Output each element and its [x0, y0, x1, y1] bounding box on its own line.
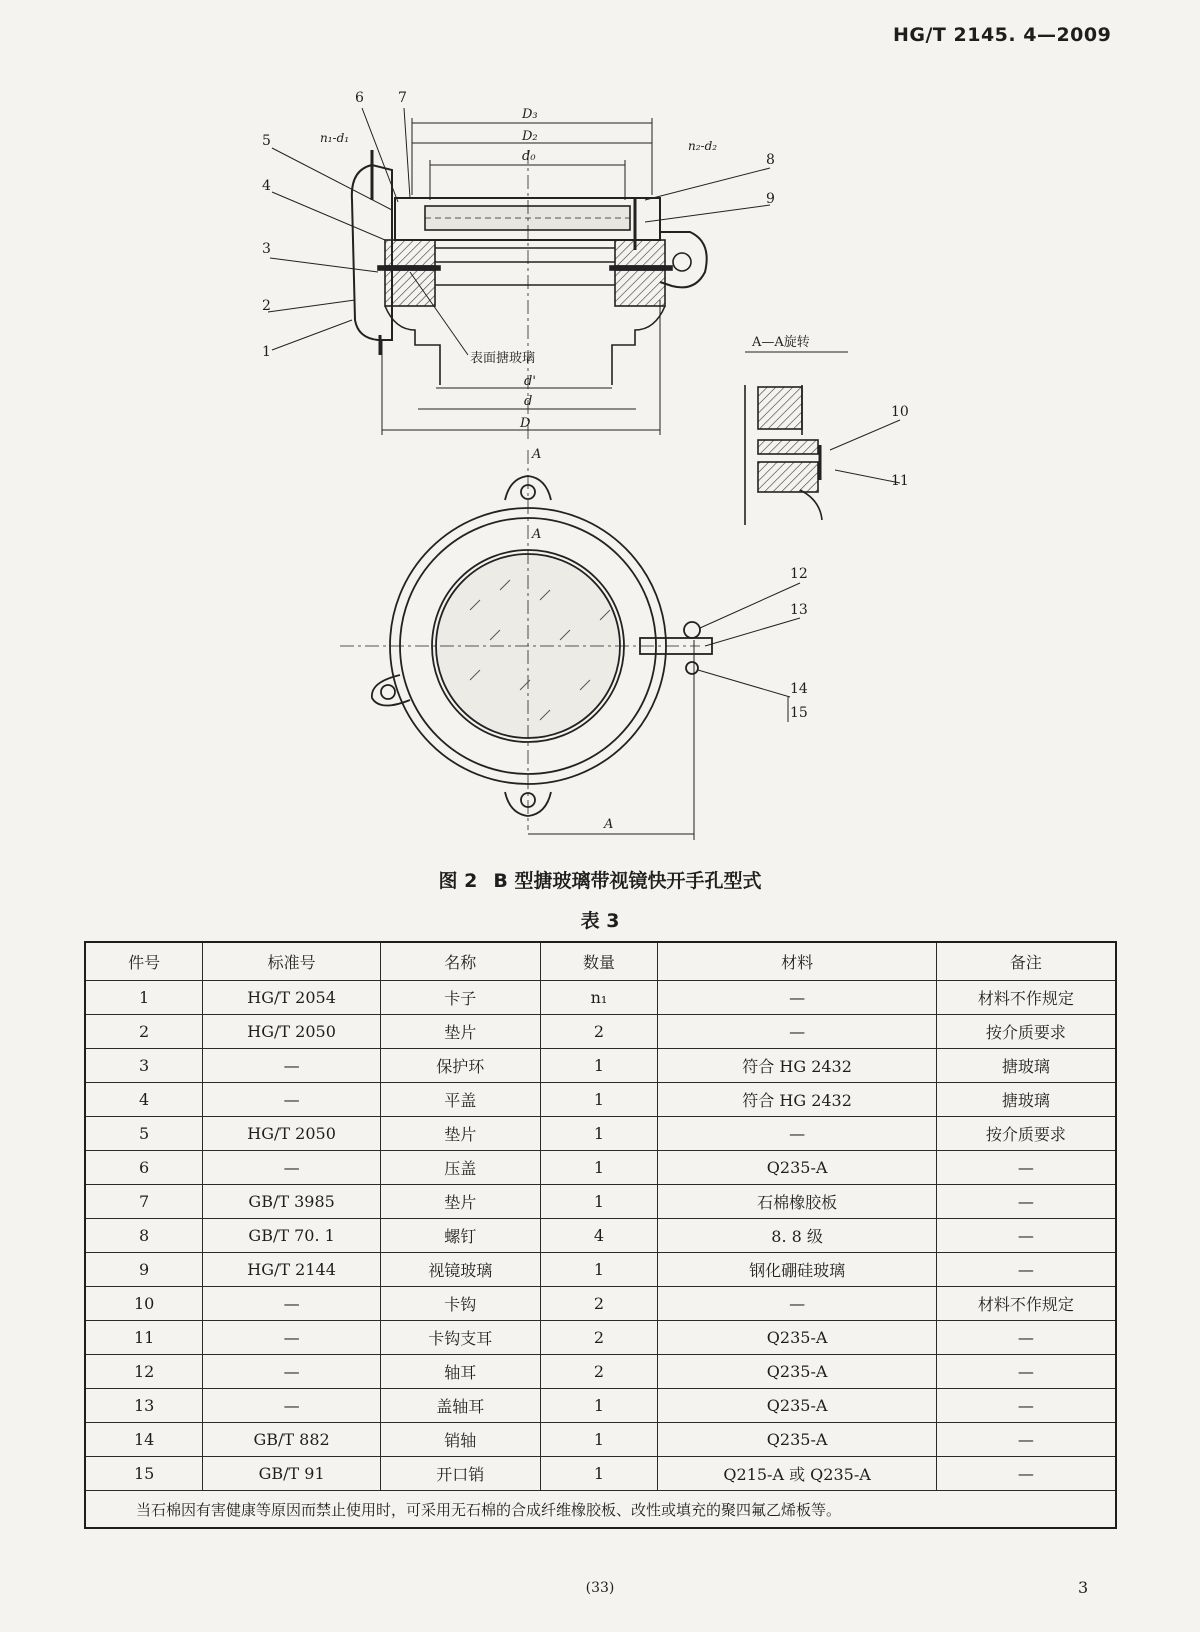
svg-text:9: 9: [766, 191, 775, 207]
svg-text:13: 13: [790, 602, 808, 618]
table-cell: —: [936, 1389, 1116, 1423]
table-cell: 13: [85, 1389, 203, 1423]
parts-table: [84, 941, 1117, 1529]
column-header: 备注: [936, 942, 1116, 981]
table-cell: 3: [85, 1049, 203, 1083]
svg-text:A: A: [604, 817, 614, 832]
table-cell: —: [203, 1389, 381, 1423]
svg-text:D₂: D₂: [522, 129, 538, 144]
svg-text:D₃: D₃: [522, 107, 538, 122]
standard-code: HG/T 2145. 4—2009: [893, 24, 1112, 46]
column-header: 件号: [85, 942, 203, 981]
table-cell: 卡钩支耳: [380, 1321, 540, 1355]
table-cell: Q235-A: [658, 1355, 936, 1389]
table-cell: 轴耳: [380, 1355, 540, 1389]
table-cell: 1: [540, 1083, 658, 1117]
table-cell: 符合 HG 2432: [658, 1083, 936, 1117]
table-cell: 15: [85, 1457, 203, 1491]
table-note: 当石棉因有害健康等原因而禁止使用时，可采用无石棉的合成纤维橡胶板、改性或填充的聚四氟乙烯板等。: [85, 1491, 1116, 1529]
svg-text:d': d': [524, 374, 536, 389]
table-row: [85, 1151, 1116, 1185]
table-cell: —: [203, 1049, 381, 1083]
table-cell: 压盖: [380, 1151, 540, 1185]
table-cell: 10: [85, 1287, 203, 1321]
svg-text:D: D: [520, 416, 531, 431]
table-cell: 1: [85, 981, 203, 1015]
table-body: [85, 981, 1116, 1491]
svg-text:7: 7: [398, 90, 407, 106]
table-cell: 卡子: [380, 981, 540, 1015]
table-cell: 符合 HG 2432: [658, 1049, 936, 1083]
table-row: [85, 1049, 1116, 1083]
table-cell: —: [936, 1185, 1116, 1219]
table-cell: 销轴: [380, 1423, 540, 1457]
table-cell: Q235-A: [658, 1321, 936, 1355]
section-a-a: [745, 352, 900, 525]
column-header: 数量: [540, 942, 658, 981]
table-cell: —: [936, 1423, 1116, 1457]
table-cell: 保护环: [380, 1049, 540, 1083]
svg-text:6: 6: [355, 90, 364, 106]
table-row: [85, 1253, 1116, 1287]
table-title: 表 3: [580, 910, 620, 932]
table-cell: 1: [540, 1185, 658, 1219]
svg-text:1: 1: [262, 344, 271, 360]
table-cell: 按介质要求: [936, 1015, 1116, 1049]
table-cell: 垫片: [380, 1185, 540, 1219]
table-cell: GB/T 91: [203, 1457, 381, 1491]
svg-text:11: 11: [891, 473, 909, 489]
table-cell: 盖轴耳: [380, 1389, 540, 1423]
table-cell: —: [936, 1355, 1116, 1389]
svg-text:10: 10: [891, 404, 909, 420]
table-cell: —: [203, 1287, 381, 1321]
svg-text:d: d: [524, 394, 533, 409]
svg-text:15: 15: [790, 705, 808, 721]
svg-text:n₁-d₁: n₁-d₁: [320, 131, 350, 145]
page-number-right: 3: [1078, 1578, 1089, 1597]
svg-text:A—A旋转: A—A旋转: [752, 335, 810, 350]
svg-text:表面搪玻璃: 表面搪玻璃: [470, 351, 536, 366]
table-cell: HG/T 2144: [203, 1253, 381, 1287]
table-cell: 搪玻璃: [936, 1049, 1116, 1083]
table-cell: 12: [85, 1355, 203, 1389]
table-cell: 材料不作规定: [936, 1287, 1116, 1321]
figure-number: 图 2: [438, 870, 478, 892]
table-row: [85, 1457, 1116, 1491]
table-cell: —: [936, 1151, 1116, 1185]
table-cell: 1: [540, 1117, 658, 1151]
table-cell: 2: [540, 1015, 658, 1049]
table-row: [85, 1015, 1116, 1049]
table-cell: —: [203, 1151, 381, 1185]
table-row: [85, 1321, 1116, 1355]
table-cell: HG/T 2050: [203, 1117, 381, 1151]
table-row: [85, 1083, 1116, 1117]
table-cell: 1: [540, 1389, 658, 1423]
table-cell: 平盖: [380, 1083, 540, 1117]
svg-text:A: A: [532, 527, 542, 542]
table-cell: 8: [85, 1219, 203, 1253]
table-cell: 垫片: [380, 1117, 540, 1151]
table-row: [85, 981, 1116, 1015]
table-cell: 2: [85, 1015, 203, 1049]
table-cell: 1: [540, 1151, 658, 1185]
table-row: [85, 1185, 1116, 1219]
table-cell: Q235-A: [658, 1389, 936, 1423]
svg-text:5: 5: [262, 133, 271, 149]
svg-text:A: A: [532, 447, 542, 462]
plan-view: [340, 450, 800, 840]
table-cell: —: [658, 1287, 936, 1321]
table-cell: Q235-A: [658, 1151, 936, 1185]
table-cell: n₁: [540, 981, 658, 1015]
table-cell: 8. 8 级: [658, 1219, 936, 1253]
table-cell: —: [203, 1321, 381, 1355]
table-cell: 14: [85, 1423, 203, 1457]
svg-text:n₂-d₂: n₂-d₂: [688, 139, 718, 153]
svg-text:8: 8: [766, 152, 775, 168]
section-labels: [262, 90, 775, 431]
table-cell: 石棉橡胶板: [658, 1185, 936, 1219]
table-row: [85, 1287, 1116, 1321]
table-cell: —: [203, 1083, 381, 1117]
svg-text:12: 12: [790, 566, 808, 582]
table-cell: —: [936, 1253, 1116, 1287]
table-cell: —: [936, 1219, 1116, 1253]
table-cell: 2: [540, 1287, 658, 1321]
column-header: 名称: [380, 942, 540, 981]
table-row: [85, 1117, 1116, 1151]
table-cell: —: [658, 1117, 936, 1151]
table-cell: 1: [540, 1423, 658, 1457]
table-cell: 2: [540, 1355, 658, 1389]
figure-title: B 型搪玻璃带视镜快开手孔型式: [493, 870, 762, 892]
table-cell: 4: [540, 1219, 658, 1253]
table-cell: 搪玻璃: [936, 1083, 1116, 1117]
table-cell: HG/T 2054: [203, 981, 381, 1015]
table-cell: 钢化硼硅玻璃: [658, 1253, 936, 1287]
table-cell: —: [658, 1015, 936, 1049]
table-cell: 1: [540, 1457, 658, 1491]
table-cell: 垫片: [380, 1015, 540, 1049]
table-cell: 卡钩: [380, 1287, 540, 1321]
svg-text:14: 14: [790, 681, 808, 697]
table-cell: 螺钉: [380, 1219, 540, 1253]
svg-text:3: 3: [262, 241, 271, 257]
table-cell: 6: [85, 1151, 203, 1185]
svg-text:2: 2: [262, 298, 271, 314]
table-row: [85, 1355, 1116, 1389]
table-cell: 1: [540, 1049, 658, 1083]
table-cell: 4: [85, 1083, 203, 1117]
table-cell: Q215-A 或 Q235-A: [658, 1457, 936, 1491]
table-cell: 开口销: [380, 1457, 540, 1491]
svg-text:4: 4: [262, 178, 271, 194]
table-cell: 1: [540, 1253, 658, 1287]
section-view: [268, 108, 770, 440]
table-note-row: [85, 1491, 1116, 1529]
table-row: [85, 1423, 1116, 1457]
table-cell: 5: [85, 1117, 203, 1151]
table-cell: 7: [85, 1185, 203, 1219]
table-cell: 2: [540, 1321, 658, 1355]
table-cell: GB/T 3985: [203, 1185, 381, 1219]
table-header-row: [85, 942, 1116, 981]
column-header: 材料: [658, 942, 936, 981]
table-cell: 11: [85, 1321, 203, 1355]
column-header: 标准号: [203, 942, 381, 981]
table-cell: 按介质要求: [936, 1117, 1116, 1151]
table-cell: 9: [85, 1253, 203, 1287]
table-cell: —: [936, 1457, 1116, 1491]
table-cell: HG/T 2050: [203, 1015, 381, 1049]
table-cell: Q235-A: [658, 1423, 936, 1457]
table-cell: GB/T 882: [203, 1423, 381, 1457]
table-cell: —: [203, 1355, 381, 1389]
table-cell: 材料不作规定: [936, 981, 1116, 1015]
table-cell: —: [658, 981, 936, 1015]
table-cell: —: [936, 1321, 1116, 1355]
table-cell: GB/T 70. 1: [203, 1219, 381, 1253]
table-cell: 视镜玻璃: [380, 1253, 540, 1287]
table-row: [85, 1389, 1116, 1423]
figure-caption: [0, 866, 1200, 893]
page-number-center: (33): [585, 1580, 615, 1596]
svg-text:d₀: d₀: [522, 149, 536, 164]
table-row: [85, 1219, 1116, 1253]
